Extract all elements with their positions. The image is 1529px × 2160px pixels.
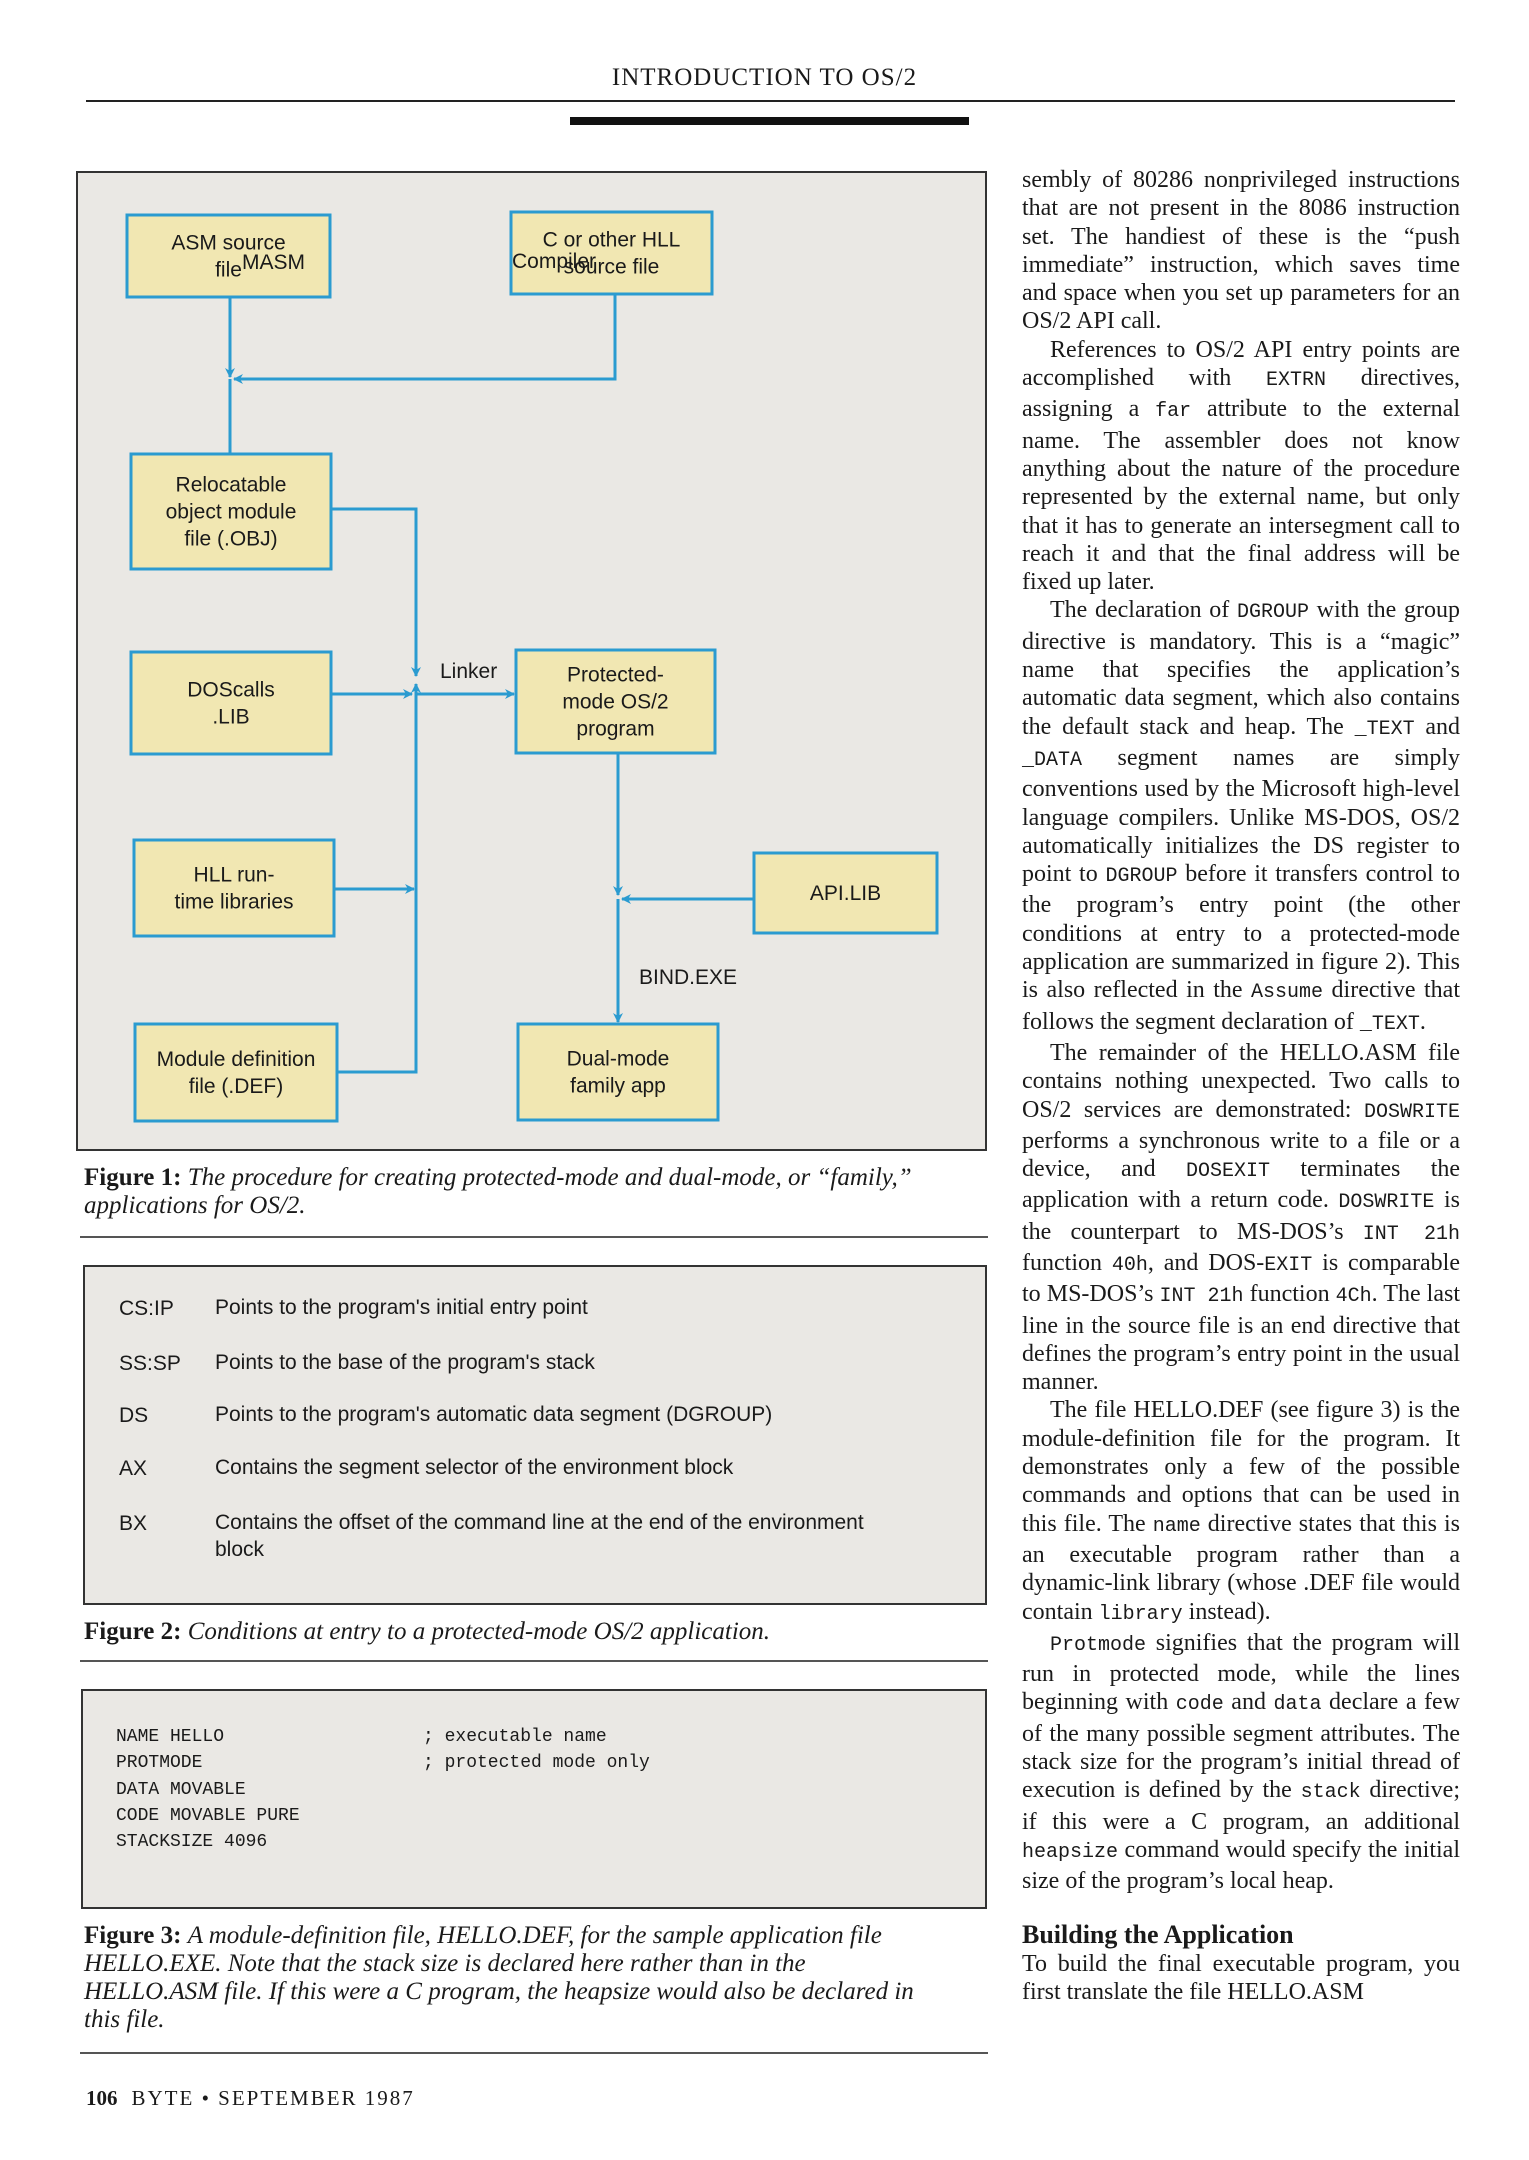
linker-label: Linker (440, 660, 498, 683)
box-label: file (215, 258, 242, 282)
text-run: attribute to the external name. The assembler does not know anything about the nature of the procedure represented by the external name, but only that it has to generate an intersegment call to reach it and that the final address will be fixed up later. (1022, 396, 1460, 596)
code-comment: ; protected mode only (423, 1753, 650, 1773)
text-run: The file HELLO.DEF (see figure 3) is the module-definition file for the program. It demonstrates only a few of the possible commands and options that can be used in this file. The (1022, 1397, 1460, 1537)
code-term: stack (1300, 1781, 1361, 1805)
text-run: command would specify the initial size of the program’s local heap. (1022, 1836, 1460, 1895)
box-label: time libraries (174, 890, 294, 914)
figure-3-listing (81, 1689, 987, 1909)
code-term: 40h (1111, 1253, 1148, 1277)
code-term: Assume (1251, 981, 1324, 1005)
box-dual-mode (518, 1024, 718, 1120)
box-label: C or other HLL (542, 228, 681, 252)
box-label: API.LIB (809, 882, 882, 905)
register-description: Contains the segment selector of the environment block (215, 1456, 734, 1479)
code-term: EXTRN (1266, 369, 1327, 393)
code-term: Protmode (1050, 1633, 1147, 1657)
register-description: Points to the program's initial entry point (215, 1296, 588, 1319)
code-term: _DATA (1022, 748, 1083, 772)
text-run: signifies that the program will run in protected mode, while the lines beginning with (1022, 1629, 1460, 1716)
text-run: is the counterpart to MS-DOS’s (1022, 1187, 1460, 1245)
register-description: Points to the base of the program's stack (215, 1351, 595, 1374)
code-term: heapsize (1022, 1840, 1119, 1864)
figure-3-caption-text: A module-definition file, HELLO.DEF, for the sample application file HELLO.EXE. Note that the stack size is declared here rather than in the HELLO.ASM file. If this were a C program, the heapsize would also be declared in this file. (84, 1922, 914, 2033)
text-run: References to OS/2 API entry points are accomplished with (1022, 336, 1460, 392)
text-run: declare a few of the many possible segment attributes. The stack size for the program’s initial thread of execution is defined by the (1022, 1689, 1461, 1804)
code-term: INT 21h (1159, 1285, 1244, 1309)
figure-3-caption (84, 1922, 944, 2034)
paragraph (1022, 1629, 1460, 1896)
code-term: DOSEXIT (1186, 1160, 1271, 1184)
code-term: DOSWRITE (1338, 1191, 1435, 1215)
box-label: family app (570, 1074, 666, 1098)
text-run: and (1414, 713, 1460, 740)
register-name: BX (119, 1512, 148, 1535)
compiler-arrow (234, 294, 615, 379)
obj-to-linker-line (331, 509, 416, 676)
header-bar (570, 117, 969, 125)
figure-1-rule (80, 1236, 988, 1238)
paragraph (1022, 1396, 1460, 1628)
figure-2-caption-label: Figure 2: (84, 1618, 182, 1645)
register-name: CS:IP (119, 1297, 174, 1320)
masm-label: MASM (242, 251, 305, 274)
code-line: CODE MOVABLE PURE (116, 1806, 300, 1826)
text-run: directives, assigning a (1022, 365, 1460, 423)
text-run: . The last line in the source file is an end directive that defines the program’s entry point in the usual manner. (1022, 1281, 1460, 1396)
box-label: ASM source (171, 231, 286, 255)
header-rule (86, 100, 1455, 102)
figure-2-caption-text: Conditions at entry to a protected-mode OS/2 application. (187, 1618, 771, 1645)
code-comment: ; executable name (423, 1727, 607, 1747)
register-name: DS (119, 1404, 149, 1427)
box-label: HLL run- (193, 863, 275, 887)
paragraph (1022, 166, 1460, 336)
figure-2-rule (80, 1660, 988, 1662)
box-api-lib (754, 853, 937, 933)
code-term: DGROUP (1105, 865, 1178, 889)
box-label: file (.DEF) (188, 1075, 284, 1098)
box-label: file (.OBJ) (184, 527, 278, 551)
box-label: Module definition (156, 1048, 316, 1071)
code-term: code (1175, 1693, 1224, 1717)
text-run: directive; if this were a C program, an additional (1022, 1777, 1460, 1835)
box-protected (516, 650, 715, 753)
code-term: 4Ch (1335, 1285, 1372, 1309)
code-term: data (1273, 1693, 1322, 1717)
code-line: STACKSIZE 4096 (116, 1832, 268, 1852)
text-run: function (1022, 1249, 1112, 1276)
text-run: instead). (1182, 1598, 1271, 1625)
code-line: NAME HELLO (116, 1727, 225, 1747)
flow-diagram (78, 173, 985, 1149)
section-heading: Building the Application (1022, 1919, 1294, 1949)
box-label: source file (563, 255, 660, 279)
text-run: The remainder of the HELLO.ASM file contains nothing unexpected. Two calls to OS/2 services are demonstrated: (1022, 1039, 1460, 1123)
running-head: INTRODUCTION TO OS/2 (611, 64, 918, 91)
article-body (1022, 166, 1460, 2006)
box-label: object module (165, 500, 297, 524)
box-label: mode OS/2 (562, 690, 669, 714)
register-description: Contains the offset of the command line at the end of the environment block (215, 1511, 864, 1561)
register-name: SS:SP (119, 1352, 181, 1375)
box-hll-runtime (134, 840, 334, 936)
text-run: directive that follows the segment declaration of (1022, 977, 1460, 1035)
text-run: before it transfers control to the program’s entry point (the other conditions at entry to a protected-mode application are summarized in figure 2). This is also reflected in the (1022, 861, 1460, 1004)
compiler-label: Compiler (512, 250, 597, 273)
box-label: Dual-mode (566, 1047, 670, 1071)
text-run: The declaration of (1050, 597, 1237, 624)
box-label: program (576, 717, 655, 741)
figure-3-rule (80, 2052, 988, 2054)
page-number: 106 (86, 2086, 118, 2110)
figure-1-caption (84, 1164, 984, 1220)
code-term: _TEXT (1359, 1012, 1420, 1036)
publication-info: BYTE • SEPTEMBER 1987 (131, 2086, 415, 2110)
text-run: sembly of 80286 nonprivileged instructions that are not present in the 8086 instruction set. The handiest of these is the “push immediate” instruction, which saves time and space when you set up parameters for an OS/2 API call. (1022, 167, 1460, 335)
code-term: DOSWRITE (1363, 1100, 1460, 1124)
figure-1-caption-label: Figure 1: (84, 1164, 182, 1191)
register-name: AX (119, 1457, 148, 1480)
code-term: INT 21h (1362, 1222, 1460, 1246)
text-run: . (1419, 1008, 1426, 1035)
box-label: Relocatable (175, 473, 287, 497)
box-label: .LIB (212, 705, 250, 729)
paragraph: To build the final executable program, you first translate the file HELLO.ASM (1022, 1950, 1460, 2005)
box-label: Protected- (567, 663, 664, 687)
paragraph (1022, 596, 1460, 1038)
paragraph (1022, 336, 1460, 597)
register-description: Points to the program's automatic data segment (DGROUP) (215, 1403, 773, 1426)
figure-2-caption (84, 1618, 984, 1646)
figure-2-table (83, 1265, 987, 1605)
text-run: with the group directive is mandatory. This is a “magic” name that specifies the application’s automatic data segment, which also contains the default stack and heap. The (1022, 597, 1460, 740)
text-run: is comparable to MS-DOS’s (1022, 1249, 1460, 1308)
code-line: PROTMODE (116, 1753, 203, 1773)
bind-exe-label: BIND.EXE (639, 966, 738, 989)
code-term: far (1155, 400, 1192, 424)
code-term: library (1098, 1602, 1183, 1626)
text-run: directive states that this is an executable program rather than a dynamic-link library (whose .DEF file would contain (1022, 1510, 1460, 1625)
text-run: function (1243, 1281, 1336, 1308)
code-term: DGROUP (1236, 601, 1309, 625)
text-run: , and DOS- (1147, 1249, 1265, 1276)
text-run: and (1223, 1689, 1274, 1716)
box-label: DOScalls (187, 678, 275, 702)
text-run: performs a synchronous write to a file or a device, and (1022, 1127, 1460, 1183)
paragraph (1022, 1039, 1460, 1397)
box-doscalls (131, 652, 331, 754)
def-to-linker-line (337, 684, 416, 1072)
text-run: segment names are simply conventions used by the Microsoft high-level language compilers. Unlike MS-DOS, OS/2 automatically initializes the DS register to point to (1022, 744, 1460, 888)
figure-1-diagram (76, 171, 987, 1151)
text-run: terminates the application with a return code. (1022, 1156, 1461, 1214)
code-term: name (1152, 1514, 1201, 1538)
code-term: EXIT (1264, 1253, 1313, 1277)
code-term: _TEXT (1354, 717, 1415, 741)
code-line: DATA MOVABLE (116, 1780, 246, 1800)
box-module-def (135, 1024, 337, 1121)
figure-1-caption-text: The procedure for creating protected-mode and dual-mode, or “family,” applications for OS/2. (84, 1164, 912, 1219)
box-relocatable (131, 454, 331, 569)
page-footer (86, 2086, 415, 2111)
figure-3-caption-label: Figure 3: (84, 1922, 182, 1949)
